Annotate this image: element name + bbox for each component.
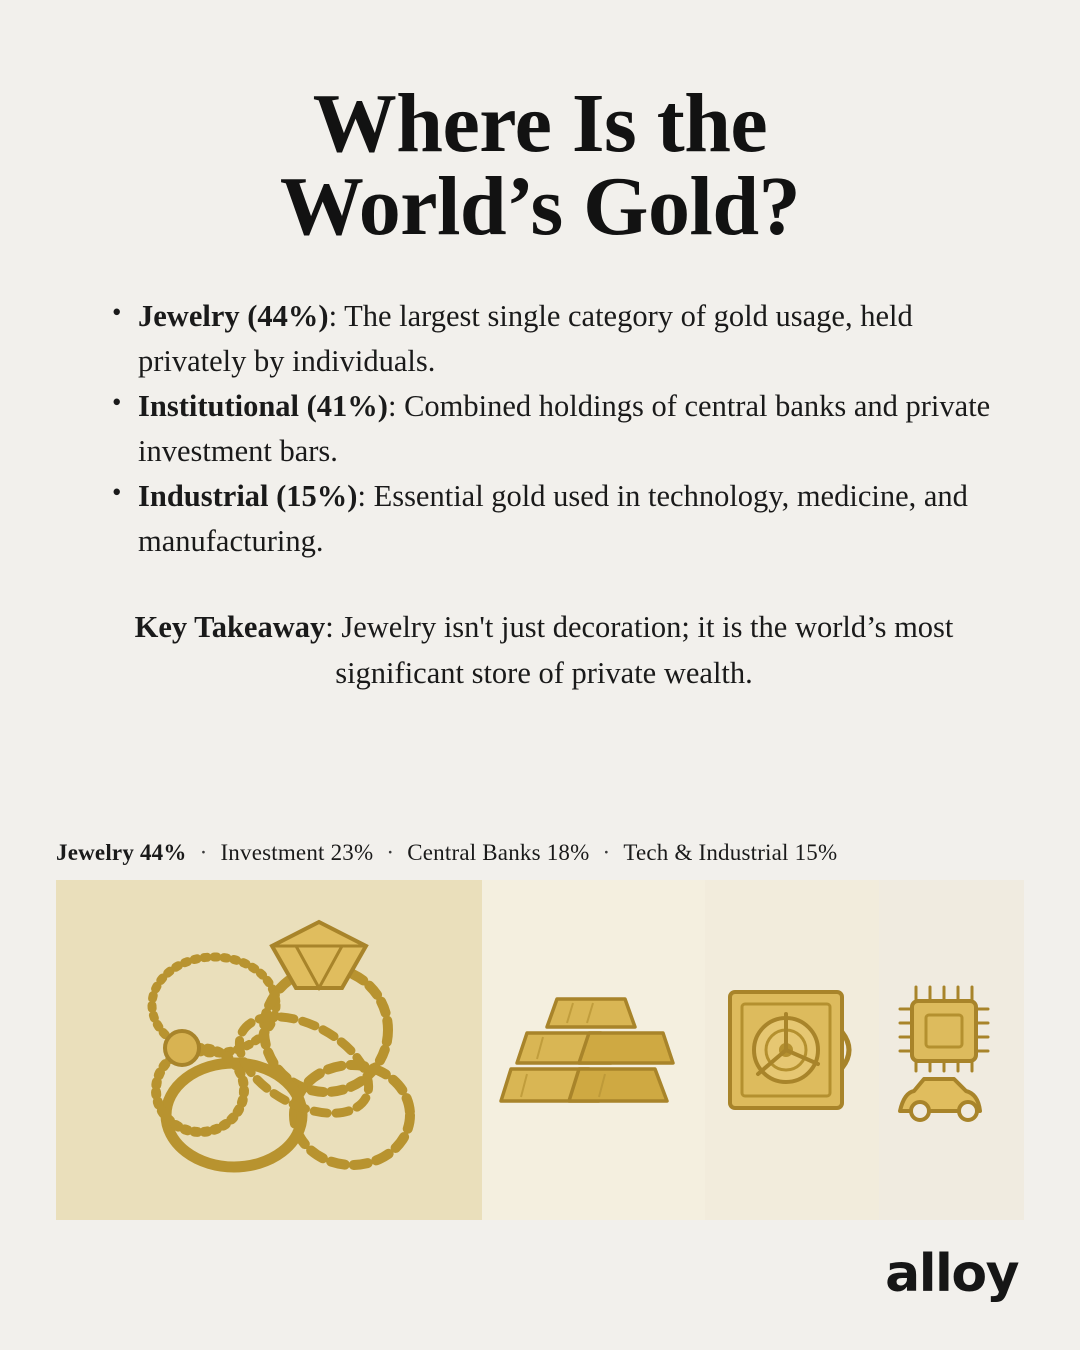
bullet-text: : Combined holdings of central banks and private investment bars. bbox=[138, 389, 991, 468]
bullet-text: : Essential gold used in technology, medicine, and manufacturing. bbox=[138, 479, 968, 558]
panel-tech-industrial bbox=[879, 880, 1024, 1220]
panel-jewelry bbox=[56, 880, 482, 1220]
car-shape bbox=[900, 1079, 980, 1120]
bullet-label: Industrial (15%) bbox=[138, 479, 358, 514]
gold-bars-icon bbox=[493, 975, 693, 1125]
caption-separator: · bbox=[386, 840, 395, 865]
page-title bbox=[0, 0, 1080, 254]
proportional-image-strip bbox=[56, 880, 1024, 1220]
gold-jewelry-icon bbox=[104, 900, 434, 1200]
caption-segment-central-banks: Central Banks 18% bbox=[407, 840, 590, 865]
key-takeaway bbox=[0, 605, 1080, 695]
key-takeaway-label: Key Takeaway bbox=[134, 610, 326, 645]
bank-vault-icon bbox=[722, 980, 862, 1120]
page-title-line-2: World’s Gold? bbox=[279, 160, 801, 254]
list-item bbox=[112, 294, 1018, 383]
key-takeaway-text: : Jewelry isn't just decoration; it is the world’s most significant store of private wealth. bbox=[325, 610, 954, 690]
panel-investment bbox=[482, 880, 705, 1220]
page-title-line-1: Where Is the bbox=[312, 77, 768, 170]
bullet-label: Institutional (41%) bbox=[138, 389, 388, 424]
panel-central-banks bbox=[705, 880, 879, 1220]
microchip-car-icon bbox=[886, 975, 1016, 1125]
caption-separator: · bbox=[602, 840, 611, 865]
bullet-text: : The largest single category of gold usage, held privately by individuals. bbox=[138, 299, 913, 378]
brand-logo: alloy bbox=[885, 1244, 1018, 1304]
list-item bbox=[112, 384, 1018, 473]
list-item bbox=[112, 474, 1018, 563]
caption-segment-investment: Investment 23% bbox=[220, 840, 374, 865]
caption-segment-tech-industrial: Tech & Industrial 15% bbox=[623, 840, 838, 865]
strip-caption bbox=[56, 840, 1024, 866]
caption-separator: · bbox=[199, 840, 208, 865]
caption-segment-jewelry: Jewelry 44% bbox=[56, 840, 187, 865]
bullet-label: Jewelry (44%) bbox=[138, 299, 329, 334]
bullet-list bbox=[0, 294, 1080, 563]
